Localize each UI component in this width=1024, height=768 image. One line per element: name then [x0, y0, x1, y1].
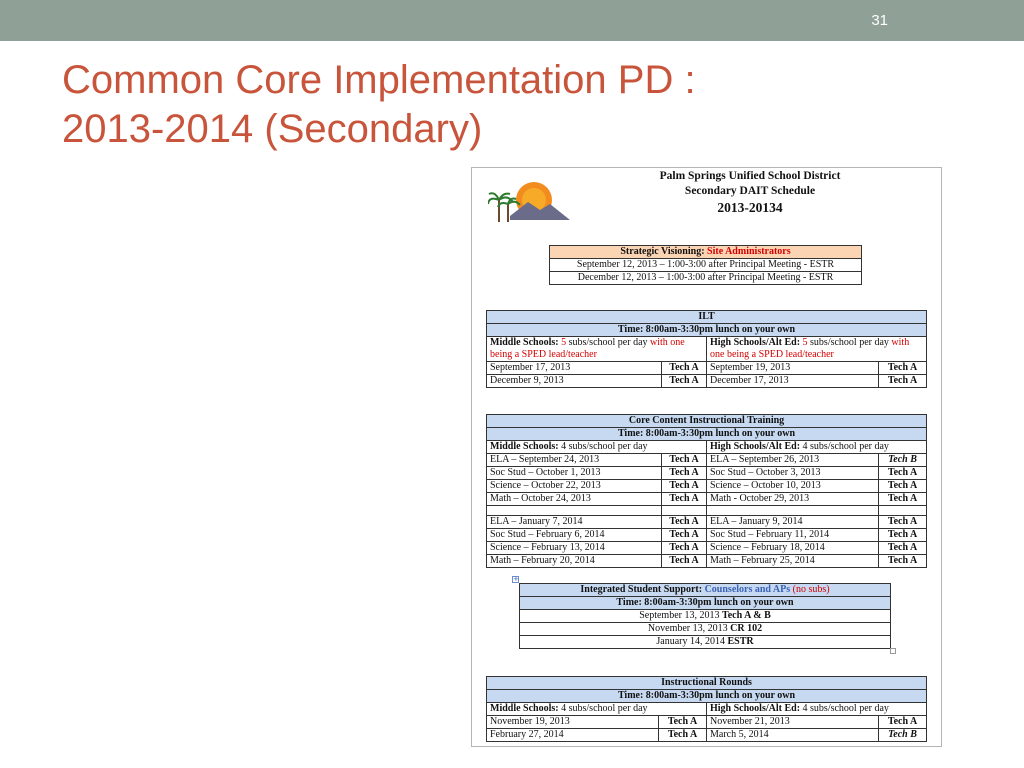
iss-row: January 14, 2014 ESTR [520, 636, 891, 649]
strategic-row: December 12, 2013 – 1:00-3:00 after Principal Meeting - ESTR [550, 272, 862, 285]
district-name: Palm Springs Unified School District [659, 170, 841, 182]
core-time: Time: 8:00am-3:30pm lunch on your own [487, 428, 927, 441]
resize-handle-icon [890, 648, 896, 654]
instructional-rounds-table [486, 676, 927, 742]
strategic-header: Strategic Visioning: Site Administrators [550, 246, 862, 259]
table-row: ELA – September 24, 2013 Tech A ELA – September 26, 2013 Tech B [487, 454, 927, 467]
table-row [487, 506, 927, 516]
ilt-table [486, 310, 927, 388]
table-row: Math – October 24, 2013 Tech A Math - October 29, 2013 Tech A [487, 493, 927, 506]
slide-title-line-2: 2013-2014 (Secondary) [62, 107, 483, 151]
iss-time: Time: 8:00am-3:30pm lunch on your own [520, 597, 891, 610]
strategic-row: September 12, 2013 – 1:00-3:00 after Principal Meeting - ESTR [550, 259, 862, 272]
schedule-name: Secondary DAIT Schedule [684, 185, 816, 197]
table-row: November 19, 2013 Tech A November 21, 2013 Tech A [487, 716, 927, 729]
table-row: Science – February 13, 2014 Tech A Science – February 18, 2014 Tech A [487, 542, 927, 555]
table-anchor-icon: + [513, 575, 519, 583]
core-hs-info: High Schools/Alt Ed: 4 subs/school per day [707, 441, 927, 454]
core-content-table [486, 414, 927, 568]
iss-row: November 13, 2013 CR 102 [520, 623, 891, 636]
core-ms-info: Middle Schools: 4 subs/school per day [487, 441, 707, 454]
slide-title [62, 56, 696, 154]
table-row: ELA – January 7, 2014 Tech A ELA – January 9, 2014 Tech A [487, 516, 927, 529]
strategic-visioning-table [549, 245, 862, 285]
rounds-ms-info: Middle Schools: 4 subs/school per day [487, 703, 707, 716]
rounds-time: Time: 8:00am-3:30pm lunch on your own [487, 690, 927, 703]
slide-number: 31 [871, 12, 888, 29]
table-row: Soc Stud – February 6, 2014 Tech A Soc Stud – February 11, 2014 Tech A [487, 529, 927, 542]
district-logo-icon [488, 176, 572, 224]
table-row: December 9, 2013 Tech A December 17, 2013 Tech A [487, 375, 927, 388]
rounds-title: Instructional Rounds [487, 677, 927, 690]
top-bar [0, 0, 1024, 41]
ilt-title: ILT [487, 311, 927, 324]
integrated-support-table [519, 583, 891, 649]
table-row: February 27, 2014 Tech A March 5, 2014 Tech B [487, 729, 927, 742]
rounds-hs-info: High Schools/Alt Ed: 4 subs/school per day [707, 703, 927, 716]
document-header [590, 169, 910, 217]
ilt-time: Time: 8:00am-3:30pm lunch on your own [487, 324, 927, 337]
slide-title-line-1: Common Core Implementation PD : [62, 58, 696, 102]
iss-header: Integrated Student Support: Counselors and APs (no subs) [520, 584, 891, 597]
core-title: Core Content Instructional Training [487, 415, 927, 428]
table-row: Science – October 22, 2013 Tech A Science – October 10, 2013 Tech A [487, 480, 927, 493]
table-row: Math – February 20, 2014 Tech A Math – February 25, 2014 Tech A [487, 555, 927, 568]
schedule-years: 2013-20134 [717, 200, 783, 215]
table-row: September 17, 2013 Tech A September 19, 2013 Tech A [487, 362, 927, 375]
ilt-hs-info: High Schools/Alt Ed: 5 subs/school per day with one being a SPED lead/teacher [707, 337, 927, 362]
schedule-document-image [471, 167, 942, 747]
iss-row: September 13, 2013 Tech A & B [520, 610, 891, 623]
ilt-ms-info: Middle Schools: 5 subs/school per day with one being a SPED lead/teacher [487, 337, 707, 362]
table-row: Soc Stud – October 1, 2013 Tech A Soc Stud – October 3, 2013 Tech A [487, 467, 927, 480]
